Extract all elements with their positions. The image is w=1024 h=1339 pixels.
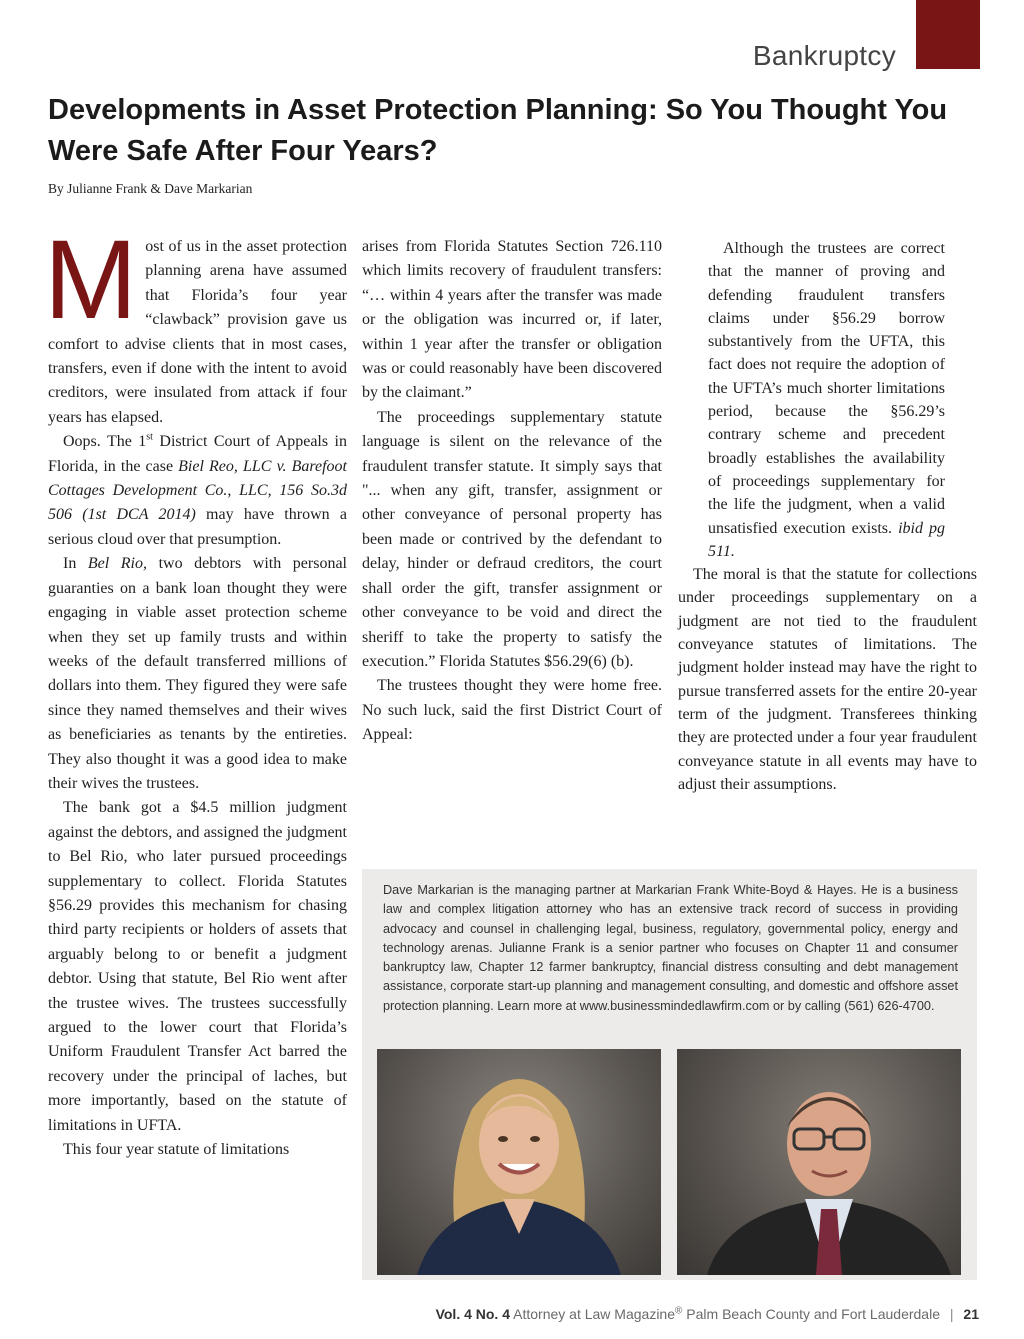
article-title: Developments in Asset Protection Planning: So You Thought You Were Safe After Four Years? — [48, 94, 948, 167]
paragraph: This four year statute of limitations — [63, 1141, 290, 1159]
author-bio-box — [362, 869, 977, 1280]
page-footer — [436, 1306, 979, 1322]
drop-cap: M — [44, 217, 138, 342]
issue-volume: Vol. 4 No. 4 — [435, 1306, 511, 1322]
paragraph: arises from Florida Statutes Section 726.110 which limits recovery of fraudulent transfers: “… within 4 years after the transfer was made or the obligation was incurred or, if later, within 1 year after the transfer or obligation was or could reasonably have been discovered by the claimant.” — [362, 238, 662, 402]
paragraph: In Bel Rio, two debtors with personal guaranties on a bank loan thought they were engaging in viable asset protection scheme when they set up family trusts and within weeks of the default transferred millions of dollars into them. They figured they were safe since they named themselves and their wives as beneficiaries as tenants by the entireties. They also thought it was a good idea to make their wives the trustees. — [48, 555, 347, 792]
section-accent-block — [916, 0, 980, 69]
article-column-3 — [678, 237, 977, 796]
article-column-2 — [362, 235, 662, 748]
article-column-1 — [44, 217, 347, 1162]
footer-separator: | — [949, 1306, 954, 1322]
case-citation: Biel Reo, LLC v. Barefoot Cottages Development Co., LLC, 156 So.3d 506 (1st DCA 2014) — [48, 457, 347, 524]
paragraph: The proceedings supplementary statute language is silent on the relevance of the fraudulent transfer statute. It simply says that "... when any gift, transfer, assignment or other conveyance of personal property has been made or contrived by the defendant to delay, hinder or defraud creditors, the court shall order the gift, transfer assignment or other conveyance to be void and direct the sheriff to take the property to satisfy the execution.” Florida Statutes $56.29(6) (b). — [362, 408, 662, 670]
magazine-region: Palm Beach County and Fort Lauderdale — [682, 1306, 940, 1322]
block-quote — [708, 237, 945, 563]
section-label: Bankruptcy — [752, 40, 896, 71]
paragraph: The moral is that the statute for collections under proceedings supplementary on a judgment are not tied to the fraudulent conveyance statutes of limitations. The judgment holder instead may have the right to pursue transferred assets for the entire 20-year term of the judgment. Transferees thinking they are protected under a four year fraudulent conveyance statute in all events may have to adjust their assumptions. — [678, 566, 977, 793]
paragraph: Most of us in the asset protection planning arena have assumed that Florida’s four year “clawback” provision gave us comfort to advise clients that in most cases, transfers, even if done with the intent to avoid creditors, were insulated from attack if four years has elapsed. — [44, 217, 347, 426]
author-photo-julianne-frank — [377, 1049, 661, 1275]
byline: By Julianne Frank & Dave Markarian — [48, 181, 253, 196]
author-photo-dave-markarian — [677, 1049, 961, 1275]
quote-citation: ibid pg 511. — [708, 519, 946, 560]
author-bio-text: Dave Markarian is the managing partner at Markarian Frank White-Boyd & Hayes. He is a business law and complex litigation attorney who has an extensive track record of success in providing advocacy and counsel in challenging legal, business, regulatory, governmental policy, energy and technology arenas. Julianne Frank is a senior partner who focuses on Chapter 11 and consumer bankruptcy law, Chapter 12 farmer bankruptcy, financial distress consulting and debt management assistance, corporate start-up planning and management consulting, and domestic and offshore asset protection planning. Learn more at www.businessmindedlawfirm.com or by calling (561) 626-4700. — [383, 883, 958, 1013]
paragraph: The bank got a $4.5 million judgment against the debtors, and assigned the judgment to Bel Rio, who later pursued proceedings supplementary to collect. Florida Statutes §56.29 provides this mechanism for chasing third party recipients or holders of assets that arguably belong to or benefit a judgment debtor. Using that statute, Bel Rio went after the trustee wives. The trustees successfully argued to the lower court that Florida’s Uniform Fraudulent Transfer Act barred the recovery under the principal of laches, but more importantly, based on the statute of limitations in UFTA. — [48, 799, 347, 1134]
paragraph: Oops. The 1st District Court of Appeals in Florida, in the case Biel Reo, LLC v. Barefoot Cottages Development Co., LLC, 156 So.3d 506 (1st DCA 2014) may have thrown a serious cloud over that presumption. — [48, 431, 347, 548]
paragraph: The trustees thought they were home free. No such luck, said the first District Court of Appeal: — [362, 677, 662, 744]
quote-text: Although the trustees are correct that the manner of proving and defending fraudulent transfers claims under §56.29 borrow substantively from the UFTA, this fact does not require the adoption of the UFTA’s much shorter limitations period, because the §56.29’s contrary scheme and precedent broadly establishes the availability of proceedings supplementary for the life the judgment, when a valid unsatisfied execution exists. ibid pg 511. — [708, 240, 946, 560]
registered-mark: ® — [675, 1305, 683, 1317]
magazine-name: Attorney at Law Magazine — [513, 1306, 676, 1322]
page-number: 21 — [963, 1306, 979, 1322]
